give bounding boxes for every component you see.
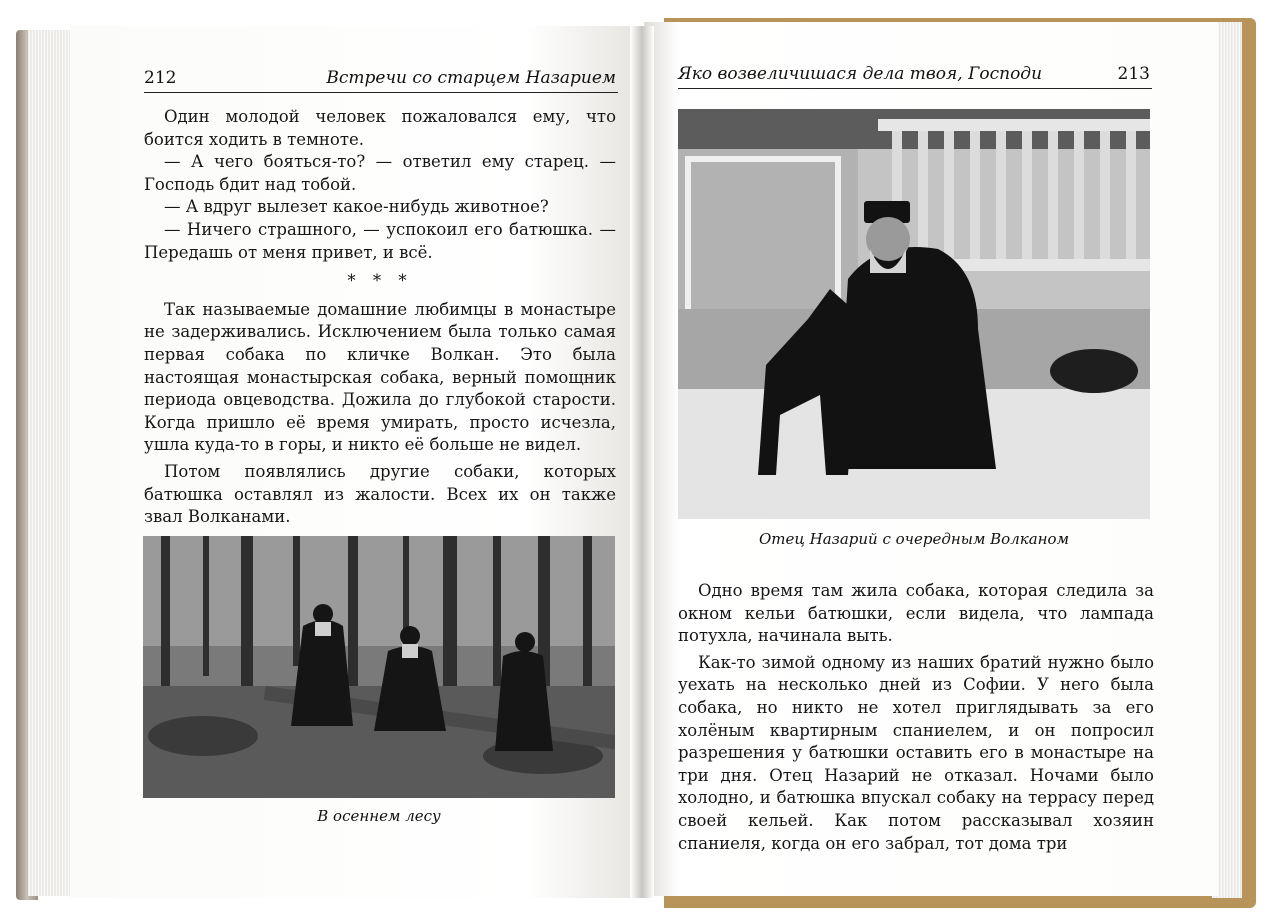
page-number: 213 xyxy=(1117,64,1150,84)
page-number: 212 xyxy=(144,68,177,88)
running-title: Яко возвеличишася дела твоя, Господи xyxy=(678,64,1043,84)
photo-caption: В осеннем лесу xyxy=(317,807,441,825)
monk-with-dog-image xyxy=(678,109,1150,519)
dialogue-line: — Ничего страшного, — успокоил его батюшка. — Передашь от меня привет, и всё. xyxy=(144,219,616,262)
monk-with-dog-photo xyxy=(678,109,1150,519)
right-page-header xyxy=(678,64,1152,89)
paragraph: Потом появлялись другие собаки, которых батюшка оставлял из жалости. Всех их он также звал Волканами. xyxy=(144,461,616,527)
book-gutter xyxy=(630,26,654,898)
dialogue-line: — А вдруг вылезет какое-нибудь животное? xyxy=(164,197,549,217)
dialogue-line: — А чего бояться-то? — ответил ему старец. — Господь бдит над тобой. xyxy=(144,152,616,194)
forest-photo xyxy=(143,536,615,798)
paragraph: Одно время там жила собака, которая следила за окном кельи батюшки, если видела, что лампада потухла, начинала выть. xyxy=(678,581,1154,646)
right-page-body xyxy=(678,580,1154,855)
paragraph: Как-то зимой одному из наших братий нужно было уехать на несколько дней из Софии. У него была собака, но никто не хотел приглядывать за его холёным квартирным спаниелем, и он попросил разрешения у батюшки оставить его в монастыре на три дня. Отец Назарий не отказал. Ночами было холодно, и батюшка впускал собаку на террасу перед своей кельей. Как потом рассказывал хозяин спаниеля, когда он его забрал, тот дома три xyxy=(678,652,1154,853)
section-separator: * * * xyxy=(347,271,413,291)
left-page-header xyxy=(144,68,618,93)
forest-photo-image xyxy=(143,536,615,798)
running-title: Встречи со старцем Назарием xyxy=(326,68,616,88)
left-page-body xyxy=(144,106,616,529)
paragraph: Один молодой человек пожаловался ему, что боится ходить в темноте. xyxy=(144,107,616,149)
paragraph: Так называемые домашние любимцы в монастыре не задерживались. Исключением была только самая первая собака по кличке Волкан. Это была настоящая монастырская собака, верный помощник периода овцеводства. Дожила до глубокой старости. Когда пришло её время умирать, просто исчезла, ушла куда-то в горы, и никто её больше не видел. xyxy=(144,299,616,455)
photo-caption: Отец Назарий с очередным Волканом xyxy=(758,530,1070,548)
